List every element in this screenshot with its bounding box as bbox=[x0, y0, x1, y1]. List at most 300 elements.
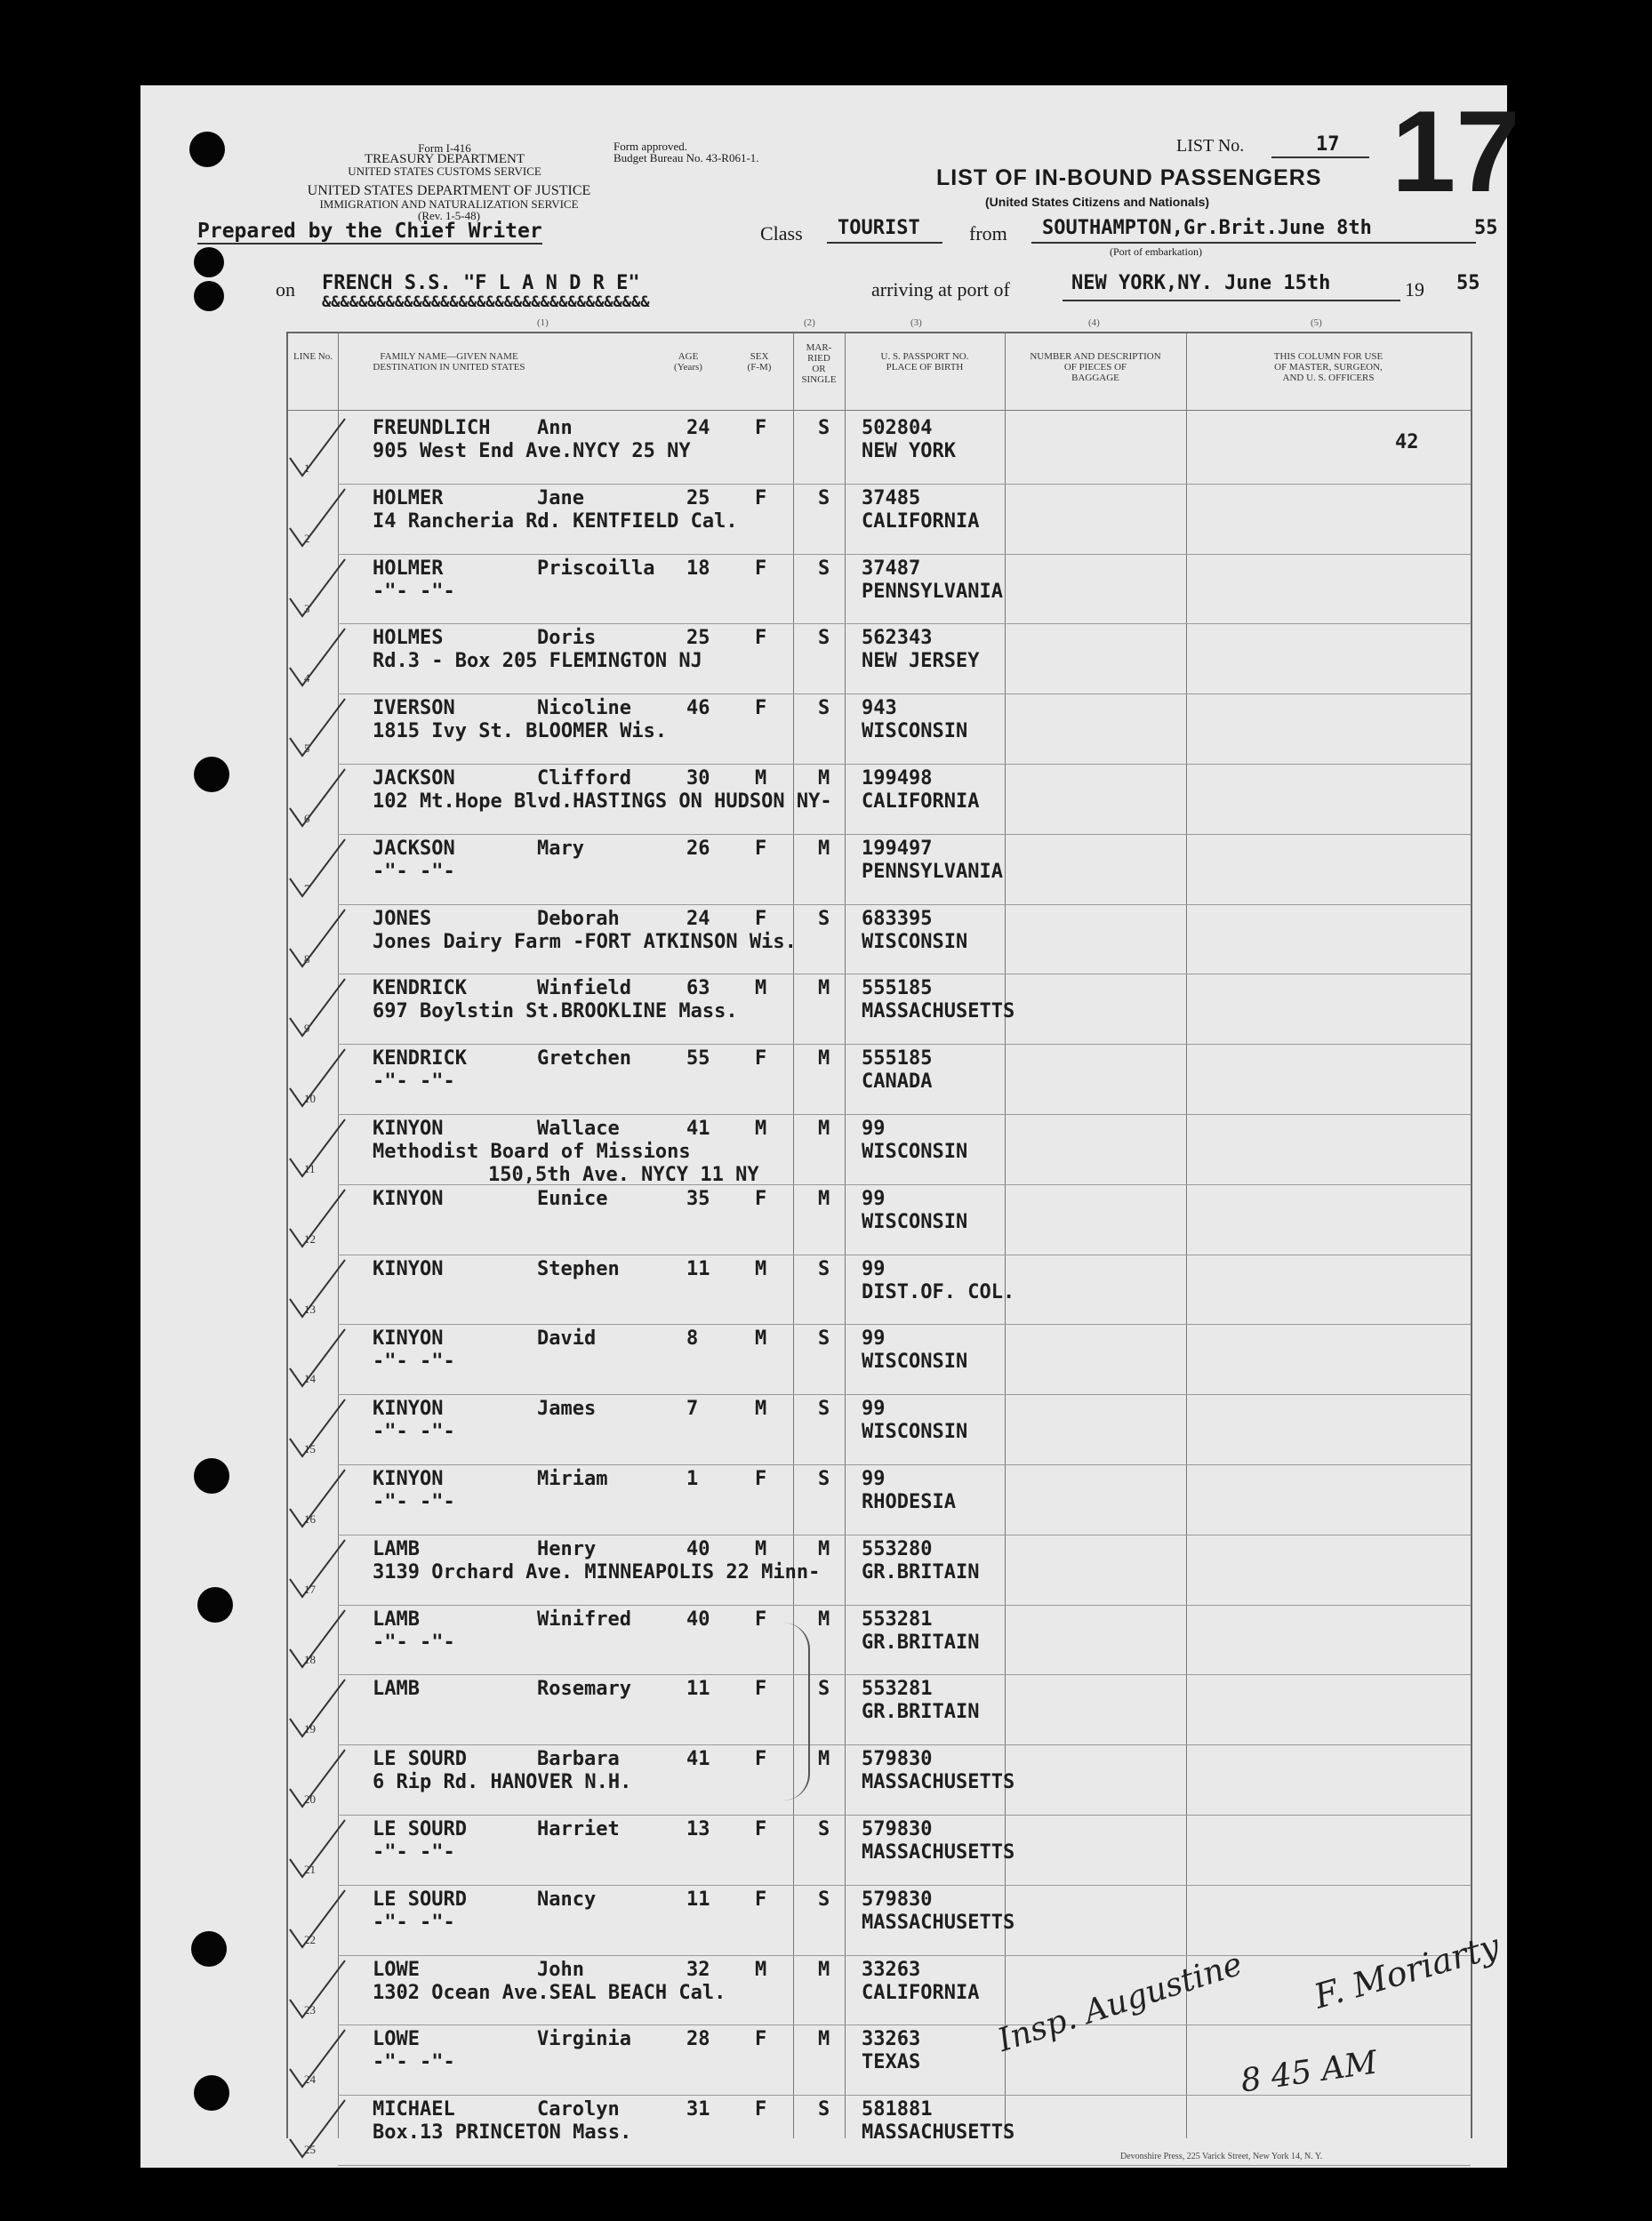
sex: F bbox=[755, 1678, 767, 1701]
table-row bbox=[288, 906, 1471, 976]
check-mark bbox=[283, 412, 389, 492]
sex: F bbox=[755, 907, 767, 930]
marital-status: S bbox=[818, 627, 830, 650]
destination: 6 Rip Rd. HANOVER N.H. bbox=[373, 1771, 632, 1794]
check-mark bbox=[283, 1112, 389, 1192]
sex: M bbox=[755, 1257, 767, 1280]
line-number: 9 bbox=[304, 1022, 310, 1036]
given-name: Harriet bbox=[537, 1818, 620, 1840]
sex: F bbox=[755, 1468, 767, 1490]
passport-number: 33263 bbox=[862, 2028, 921, 2051]
given-name: Jane bbox=[537, 486, 584, 509]
family-name: LAMB bbox=[373, 1678, 420, 1701]
destination: Box.13 PRINCETON Mass. bbox=[373, 2121, 632, 2145]
table-row bbox=[288, 1326, 1471, 1396]
passport-number: 553280 bbox=[862, 1537, 933, 1560]
check-mark bbox=[283, 1883, 389, 1963]
col-header-passport: U. S. PASSPORT NO. PLACE OF BIRTH bbox=[880, 351, 969, 373]
destination: Methodist Board of Missions bbox=[373, 1141, 691, 1163]
line-number: 25 bbox=[304, 2143, 316, 2157]
col-number: (5) bbox=[1311, 317, 1322, 328]
family-name: KINYON bbox=[373, 1327, 444, 1351]
age: 41 bbox=[686, 1118, 710, 1140]
list-number-handwritten: 17 bbox=[1391, 86, 1520, 216]
birth-place: CANADA bbox=[862, 1070, 933, 1094]
passport-number: 33263 bbox=[862, 1958, 921, 1981]
punch-hole bbox=[194, 281, 224, 311]
check-mark bbox=[283, 1743, 389, 1823]
destination: 3139 Orchard Ave. MINNEAPOLIS 22 Minn- bbox=[373, 1560, 821, 1584]
given-name: Doris bbox=[537, 627, 597, 650]
document-subtitle: (United States Citizens and Nationals) bbox=[985, 195, 1210, 209]
inspector-signature: F. Moriarty bbox=[1310, 1926, 1504, 2017]
destination: -"- -"- bbox=[373, 2051, 455, 2074]
passport-number: 502804 bbox=[862, 417, 933, 439]
line-number: 8 bbox=[304, 951, 310, 966]
punch-hole bbox=[194, 247, 224, 277]
given-name: Barbara bbox=[537, 1748, 620, 1771]
table-row bbox=[288, 625, 1471, 695]
family-name: HOLMER bbox=[373, 557, 444, 580]
birth-place: MASSACHUSETTS bbox=[862, 1000, 1015, 1023]
marital-status: S bbox=[818, 557, 830, 580]
marital-status: S bbox=[818, 1257, 830, 1280]
passport-number: 683395 bbox=[862, 907, 933, 930]
passport-number: 553281 bbox=[862, 1678, 933, 1701]
sex: F bbox=[755, 627, 767, 650]
line-number: 2 bbox=[304, 531, 310, 545]
family-name: LAMB bbox=[373, 1608, 420, 1631]
family-name: JONES bbox=[373, 907, 432, 930]
list-underline bbox=[1271, 156, 1369, 158]
check-mark bbox=[283, 832, 389, 912]
age: 46 bbox=[686, 697, 710, 720]
line-number: 19 bbox=[304, 1722, 316, 1736]
destination: 1815 Ivy St. BLOOMER Wis. bbox=[373, 720, 668, 743]
marital-status: M bbox=[818, 977, 830, 1000]
family-name: LAMB bbox=[373, 1537, 420, 1560]
sex: M bbox=[755, 1327, 767, 1351]
check-mark bbox=[283, 1463, 389, 1543]
age: 31 bbox=[686, 2098, 710, 2121]
marital-status: S bbox=[818, 907, 830, 930]
check-mark bbox=[283, 692, 389, 772]
row-rule bbox=[338, 1605, 1471, 1606]
header-rule bbox=[288, 410, 1471, 411]
age: 11 bbox=[686, 1888, 710, 1911]
birth-place: CALIFORNIA bbox=[862, 790, 980, 813]
marital-status: M bbox=[818, 1187, 830, 1210]
birth-place: RHODESIA bbox=[862, 1491, 956, 1513]
marital-status: S bbox=[818, 1888, 830, 1911]
family-name: JACKSON bbox=[373, 767, 455, 790]
family-name: LOWE bbox=[373, 2028, 420, 2051]
sex: F bbox=[755, 2098, 767, 2121]
punch-hole bbox=[189, 132, 225, 167]
class-value: TOURIST bbox=[838, 217, 920, 239]
from-value: SOUTHAMPTON,Gr.Brit.June 8th bbox=[1042, 217, 1372, 239]
line-number: 23 bbox=[304, 2002, 316, 2017]
table-row bbox=[288, 1256, 1471, 1327]
age: 11 bbox=[686, 1678, 710, 1701]
destination: -"- -"- bbox=[373, 1070, 455, 1094]
lamb-bracket bbox=[782, 1623, 810, 1800]
check-mark bbox=[283, 1183, 389, 1263]
col-header-married: MAR- RIED OR SINGLE bbox=[801, 342, 837, 385]
destination: 102 Mt.Hope Blvd.HASTINGS ON HUDSON NY- bbox=[373, 790, 832, 813]
col-header-officers: THIS COLUMN FOR USE OF MASTER, SURGEON, AND U. S. OFFICERS bbox=[1273, 351, 1383, 383]
row-rule bbox=[338, 1184, 1471, 1185]
table-row bbox=[288, 1116, 1471, 1186]
approval-info: Form approved. Budget Bureau No. 43-R061-1. bbox=[613, 140, 759, 164]
punch-hole bbox=[191, 1931, 227, 1967]
given-name: Ann bbox=[537, 417, 573, 439]
check-mark bbox=[283, 762, 389, 842]
family-name: KENDRICK bbox=[373, 1047, 467, 1070]
line-number: 4 bbox=[304, 671, 310, 686]
sex: F bbox=[755, 837, 767, 860]
family-name: IVERSON bbox=[373, 697, 455, 720]
birth-place: DIST.OF. COL. bbox=[862, 1280, 1015, 1303]
row-rule bbox=[338, 764, 1471, 765]
prepared-by: Prepared by the Chief Writer bbox=[197, 220, 542, 243]
passport-number: 555185 bbox=[862, 977, 933, 1000]
age: 18 bbox=[686, 557, 710, 580]
sex: F bbox=[755, 1187, 767, 1210]
passport-number: 579830 bbox=[862, 1818, 933, 1840]
col-header-baggage: NUMBER AND DESCRIPTION OF PIECES OF BAGGAGE bbox=[1030, 351, 1161, 383]
check-mark bbox=[283, 621, 389, 702]
line-number: 1 bbox=[304, 461, 310, 475]
destination: -"- -"- bbox=[373, 1631, 455, 1654]
given-name: David bbox=[537, 1327, 597, 1351]
birth-place: GR.BRITAIN bbox=[862, 1631, 980, 1654]
birth-place: MASSACHUSETTS bbox=[862, 1841, 1015, 1864]
sex: F bbox=[755, 557, 767, 580]
line-number: 16 bbox=[304, 1512, 316, 1526]
birth-place: WISCONSIN bbox=[862, 930, 968, 953]
line-number: 3 bbox=[304, 601, 310, 615]
family-name: HOLMER bbox=[373, 486, 444, 509]
table-row bbox=[288, 1816, 1471, 1887]
marital-status: S bbox=[818, 2098, 830, 2121]
passport-number: 99 bbox=[862, 1398, 886, 1421]
line-number: 15 bbox=[304, 1442, 316, 1456]
officer-note: 42 bbox=[1395, 431, 1419, 453]
family-name: MICHAEL bbox=[373, 2098, 455, 2121]
table-row bbox=[288, 1536, 1471, 1607]
line-number: 11 bbox=[304, 1162, 316, 1175]
age: 1 bbox=[686, 1468, 699, 1490]
birth-place: PENNSYLVANIA bbox=[862, 860, 1003, 883]
marital-status: M bbox=[818, 2028, 830, 2051]
row-rule bbox=[338, 1744, 1471, 1745]
class-label: Class bbox=[760, 222, 803, 245]
list-label: LIST No. bbox=[1176, 136, 1245, 156]
birth-place: MASSACHUSETTS bbox=[862, 2121, 1015, 2145]
family-name: KINYON bbox=[373, 1118, 444, 1140]
table-row bbox=[288, 556, 1471, 626]
passport-number: 37485 bbox=[862, 486, 921, 509]
given-name: Stephen bbox=[537, 1257, 620, 1280]
on-label: on bbox=[276, 278, 295, 301]
check-mark bbox=[283, 1672, 389, 1752]
given-name: Clifford bbox=[537, 767, 631, 790]
birth-place: WISCONSIN bbox=[862, 1141, 968, 1163]
sex: F bbox=[755, 1047, 767, 1070]
age: 26 bbox=[686, 837, 710, 860]
given-name: Eunice bbox=[537, 1187, 608, 1210]
given-name: Priscoilla bbox=[537, 557, 655, 580]
family-name: KINYON bbox=[373, 1398, 444, 1421]
given-name: James bbox=[537, 1398, 597, 1421]
family-name: KINYON bbox=[373, 1187, 444, 1210]
given-name: Rosemary bbox=[537, 1678, 631, 1701]
line-number: 21 bbox=[304, 1863, 316, 1876]
line-number: 24 bbox=[304, 2073, 316, 2087]
inspector-annotation: Insp. Augustine bbox=[993, 1945, 1247, 2059]
sex: M bbox=[755, 767, 767, 790]
marital-status: M bbox=[818, 837, 830, 860]
age: 40 bbox=[686, 1537, 710, 1560]
family-name: LE SOURD bbox=[373, 1818, 467, 1840]
line-number: 13 bbox=[304, 1302, 316, 1316]
destination: 905 West End Ave.NYCY 25 NY bbox=[373, 440, 691, 462]
given-name: Wallace bbox=[537, 1118, 620, 1140]
destination: 697 Boylstin St.BROOKLINE Mass. bbox=[373, 1000, 738, 1023]
line-number: 14 bbox=[304, 1372, 316, 1386]
birth-place: CALIFORNIA bbox=[862, 509, 980, 533]
col-header-line: LINE No. bbox=[293, 351, 333, 362]
marital-status: S bbox=[818, 486, 830, 509]
table-row bbox=[288, 766, 1471, 836]
marital-status: S bbox=[818, 1818, 830, 1840]
form-info: Form I-416 TREASURY DEPARTMENT UNITED STATES CUSTOMS SERVICE bbox=[348, 141, 541, 178]
marital-status: M bbox=[818, 1537, 830, 1560]
punch-hole bbox=[197, 1587, 233, 1623]
col-number: (2) bbox=[804, 317, 815, 328]
passport-number: 99 bbox=[862, 1468, 886, 1490]
sex: F bbox=[755, 697, 767, 720]
table-row bbox=[288, 695, 1471, 766]
row-rule bbox=[338, 554, 1471, 555]
passport-number: 99 bbox=[862, 1327, 886, 1351]
passport-number: 37487 bbox=[862, 557, 921, 580]
passport-number: 562343 bbox=[862, 627, 933, 650]
row-rule bbox=[338, 484, 1471, 485]
sex: F bbox=[755, 2028, 767, 2051]
family-name: HOLMES bbox=[373, 627, 444, 650]
marital-status: M bbox=[818, 1748, 830, 1771]
destination: -"- -"- bbox=[373, 1491, 455, 1513]
check-mark bbox=[283, 2023, 389, 2103]
line-number: 22 bbox=[304, 1932, 316, 1946]
table-row bbox=[288, 975, 1471, 1046]
passport-number: 581881 bbox=[862, 2098, 933, 2121]
sex: F bbox=[755, 1748, 767, 1771]
line-number: 7 bbox=[304, 881, 310, 895]
age: 30 bbox=[686, 767, 710, 790]
birth-place: WISCONSIN bbox=[862, 1351, 968, 1374]
destination: -"- -"- bbox=[373, 580, 455, 603]
birth-place: TEXAS bbox=[862, 2051, 921, 2074]
check-mark bbox=[283, 1953, 389, 2033]
destination: -"- -"- bbox=[373, 1911, 455, 1934]
destination: -"- -"- bbox=[373, 1841, 455, 1864]
table-row bbox=[288, 1957, 1471, 2027]
row-rule bbox=[338, 1674, 1471, 1675]
family-name: LE SOURD bbox=[373, 1888, 467, 1911]
given-name: Winifred bbox=[537, 1608, 631, 1631]
sex: M bbox=[755, 1958, 767, 1981]
passport-number: 579830 bbox=[862, 1748, 933, 1771]
passport-number: 943 bbox=[862, 697, 897, 720]
row-rule bbox=[338, 1815, 1471, 1816]
sex: M bbox=[755, 1537, 767, 1560]
destination: Jones Dairy Farm -FORT ATKINSON Wis. bbox=[373, 930, 797, 953]
age: 8 bbox=[686, 1327, 699, 1351]
passport-number: 555185 bbox=[862, 1047, 933, 1070]
line-number: 20 bbox=[304, 1792, 316, 1807]
table-row bbox=[288, 1466, 1471, 1536]
sex: M bbox=[755, 1118, 767, 1140]
table-row bbox=[288, 485, 1471, 556]
check-mark bbox=[283, 1603, 389, 1683]
row-rule bbox=[338, 2165, 1471, 2166]
marital-status: M bbox=[818, 1047, 830, 1070]
marital-status: M bbox=[818, 1958, 830, 1981]
birth-place: GR.BRITAIN bbox=[862, 1560, 980, 1584]
age: 35 bbox=[686, 1187, 710, 1210]
check-mark bbox=[283, 482, 389, 562]
passport-number: 199498 bbox=[862, 767, 933, 790]
col-header-age: AGE (Years) bbox=[674, 351, 702, 373]
given-name: Carolyn bbox=[537, 2098, 620, 2121]
sex: M bbox=[755, 1398, 767, 1421]
birth-place: MASSACHUSETTS bbox=[862, 1771, 1015, 1794]
table-row bbox=[288, 1887, 1471, 1957]
list-number: 17 bbox=[1316, 133, 1340, 156]
sex: F bbox=[755, 417, 767, 439]
passport-number: 99 bbox=[862, 1118, 886, 1140]
sex: M bbox=[755, 977, 767, 1000]
destination: -"- -"- bbox=[373, 1351, 455, 1374]
passport-number: 579830 bbox=[862, 1888, 933, 1911]
destination: 1302 Ocean Ave.SEAL BEACH Cal. bbox=[373, 1981, 726, 2004]
given-name: Mary bbox=[537, 837, 584, 860]
age: 32 bbox=[686, 1958, 710, 1981]
table-row bbox=[288, 1607, 1471, 1677]
check-mark bbox=[283, 1533, 389, 1613]
age: 24 bbox=[686, 417, 710, 439]
family-name: KINYON bbox=[373, 1257, 444, 1280]
birth-place: PENNSYLVANIA bbox=[862, 580, 1003, 603]
table-row bbox=[288, 415, 1471, 485]
family-name: KENDRICK bbox=[373, 977, 467, 1000]
row-rule bbox=[338, 623, 1471, 624]
inspection-time: 8 45 AM bbox=[1238, 2044, 1380, 2100]
printer-imprint: Devonshire Press, 225 Varick Street, New York 14, N. Y. bbox=[1120, 2152, 1323, 2161]
age: 55 bbox=[686, 1047, 710, 1070]
punch-hole bbox=[194, 1458, 229, 1494]
marital-status: S bbox=[818, 1327, 830, 1351]
row-rule bbox=[338, 1394, 1471, 1395]
marital-status: S bbox=[818, 1678, 830, 1701]
year-value: 55 bbox=[1456, 272, 1480, 294]
destination: Rd.3 - Box 205 FLEMINGTON NJ bbox=[373, 650, 702, 673]
row-rule bbox=[338, 1464, 1471, 1465]
age: 40 bbox=[686, 1608, 710, 1631]
check-mark bbox=[283, 1042, 389, 1122]
given-name: Miriam bbox=[537, 1468, 608, 1490]
col-number: (4) bbox=[1088, 317, 1100, 328]
passport-number: 99 bbox=[862, 1187, 886, 1210]
check-mark bbox=[283, 1253, 389, 1333]
birth-place: NEW JERSEY bbox=[862, 650, 980, 673]
table-row bbox=[288, 836, 1471, 906]
table-row bbox=[288, 1396, 1471, 1466]
marital-status: M bbox=[818, 767, 830, 790]
row-rule bbox=[338, 1114, 1471, 1115]
birth-place: CALIFORNIA bbox=[862, 1981, 980, 2004]
justice-info: UNITED STATES DEPARTMENT OF JUSTICE IMMIGRATION AND NATURALIZATION SERVICE (Rev. 1-5-48) bbox=[307, 183, 591, 222]
destination-line-2: 150,5th Ave. NYCY 11 NY bbox=[488, 1164, 759, 1186]
age: 63 bbox=[686, 977, 710, 1000]
col-header-name: FAMILY NAME—GIVEN NAME DESTINATION IN UNITED STATES bbox=[373, 351, 525, 373]
given-name: Winfield bbox=[537, 977, 631, 1000]
punch-hole bbox=[194, 757, 229, 792]
destination: -"- -"- bbox=[373, 860, 455, 883]
family-name: JACKSON bbox=[373, 837, 455, 860]
given-name: Nicoline bbox=[537, 697, 631, 720]
table-row bbox=[288, 1186, 1471, 1256]
check-mark bbox=[283, 972, 389, 1052]
check-mark bbox=[283, 902, 389, 982]
port-embark-caption: (Port of embarkation) bbox=[1110, 245, 1202, 258]
arriving-value: NEW YORK,NY. June 15th bbox=[1071, 272, 1331, 294]
check-mark bbox=[283, 552, 389, 632]
passport-number: 99 bbox=[862, 1257, 886, 1280]
class-underline bbox=[827, 242, 942, 244]
family-name: LE SOURD bbox=[373, 1748, 467, 1771]
line-number: 18 bbox=[304, 1652, 316, 1666]
age: 25 bbox=[686, 627, 710, 650]
sex: F bbox=[755, 486, 767, 509]
row-rule bbox=[338, 834, 1471, 835]
marital-status: M bbox=[818, 1608, 830, 1631]
family-name: LOWE bbox=[373, 1958, 420, 1981]
line-number: 6 bbox=[304, 812, 310, 825]
row-rule bbox=[338, 1885, 1471, 1886]
from-year: 55 bbox=[1474, 217, 1498, 239]
age: 25 bbox=[686, 486, 710, 509]
given-name: John bbox=[537, 1958, 584, 1981]
from-underline bbox=[1031, 242, 1476, 244]
marital-status: S bbox=[818, 417, 830, 439]
table-row bbox=[288, 1676, 1471, 1746]
passport-number: 553281 bbox=[862, 1608, 933, 1631]
row-rule bbox=[338, 1324, 1471, 1325]
age: 24 bbox=[686, 907, 710, 930]
check-mark bbox=[283, 2093, 389, 2173]
row-rule bbox=[338, 1955, 1471, 1956]
destination: I4 Rancheria Rd. KENTFIELD Cal. bbox=[373, 509, 738, 533]
birth-place: NEW YORK bbox=[862, 440, 956, 462]
birth-place: WISCONSIN bbox=[862, 1210, 968, 1233]
family-name: FREUNDLICH bbox=[373, 417, 491, 439]
birth-place: WISCONSIN bbox=[862, 1421, 968, 1444]
table-row bbox=[288, 1746, 1471, 1816]
